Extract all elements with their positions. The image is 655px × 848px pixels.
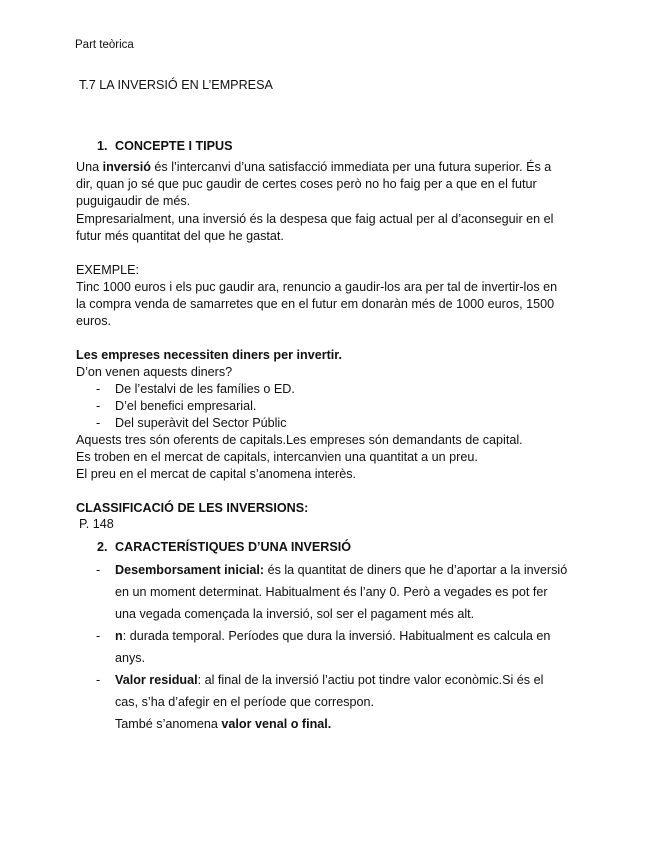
section1-number: 1. [97, 139, 108, 153]
feature-1-term: Desemborsament inicial: [115, 563, 265, 577]
market-line-2: Es troben en el mercat de capitals, intercanvien una quantitat a un preu. [76, 450, 478, 464]
bullet-dash: - [96, 673, 101, 687]
source-item-2: D’el benefici empresarial. [115, 399, 257, 413]
header-section: Part teòrica [75, 39, 134, 51]
example-line-2: la compra venda de samarretes que en el futur em donaràn més de 1000 euros, 1500 [76, 297, 555, 311]
bullet-dash: - [96, 629, 101, 643]
feature-1-line-1: Desemborsament inicial: és la quantitat de diners que he d’aportar a la inversió [115, 563, 568, 577]
market-line-1: Aquests tres són oferents de capitals.Les empreses són demandants de capital. [76, 433, 523, 447]
feature-2-line-2: anys. [115, 651, 146, 665]
business-line-1: Empresarialment, una inversió és la despesa que faig actual per al d’aconseguir en el [76, 212, 554, 226]
classification-title: CLASSIFICACIÓ DE LES INVERSIONS: [76, 501, 309, 515]
example-label: EXEMPLE: [76, 263, 139, 277]
section2-number: 2. [97, 540, 108, 554]
feature-1-line-2: en un moment determinat. Habitualment és l’any 0. Però a vegades es pot fer [115, 585, 548, 599]
feature-2-term: n [115, 629, 123, 643]
feature-2-line-1: n: durada temporal. Períodes que dura la inversió. Habitualment es calcula en [115, 629, 551, 643]
market-line-3: El preu en el mercat de capital s’anomena interès. [76, 467, 357, 481]
term-inversio: inversió [102, 160, 151, 174]
example-line-3: euros. [76, 314, 112, 328]
feature-3-line-2: cas, s’ha d’afegir en el període que correspon. [115, 695, 375, 709]
concept-line-2: dir, quan jo sé que puc gaudir de certes coses però no ho faig per a que en el futur [76, 177, 537, 191]
bullet-dash: - [96, 382, 101, 396]
feature-3-line-1: Valor residual: al final de la inversió l’actiu pot tindre valor econòmic.Si és el [115, 673, 544, 687]
section2-heading: CARACTERÍSTIQUES D’UNA INVERSIÓ [115, 540, 352, 554]
classification-page-ref: P. 148 [79, 517, 114, 531]
section1-heading: CONCEPTE I TIPUS [115, 139, 233, 153]
needs-title: Les empreses necessiten diners per invertir. [76, 348, 342, 362]
term-valor-venal: valor venal o final. [221, 717, 332, 731]
bullet-dash: - [96, 399, 101, 413]
business-line-2: futur més quantitat del que he gastat. [76, 229, 284, 243]
feature-3-term: Valor residual [115, 673, 198, 687]
feature-3-line-3: També s’anomena valor venal o final. [115, 717, 332, 731]
feature-1-line-3: una vegada començada la inversió, sol ser el pagament més alt. [115, 607, 475, 621]
concept-line-1: Una inversió és l’intercanvi d’una satisfacció immediata per una futura superior. És a [76, 160, 552, 174]
needs-question: D’on venen aquests diners? [76, 365, 233, 379]
bullet-dash: - [96, 563, 101, 577]
source-item-3: Del superàvit del Sector Públic [115, 416, 287, 430]
source-item-1: De l’estalvi de les famílies o ED. [115, 382, 295, 396]
example-line-1: Tinc 1000 euros i els puc gaudir ara, renuncio a gaudir-los ara per tal de invertir-los en [76, 280, 558, 294]
concept-line-3: puguigaudir de més. [76, 194, 191, 208]
bullet-dash: - [96, 416, 101, 430]
document-title: T.7 LA INVERSIÓ EN L’EMPRESA [79, 78, 273, 92]
